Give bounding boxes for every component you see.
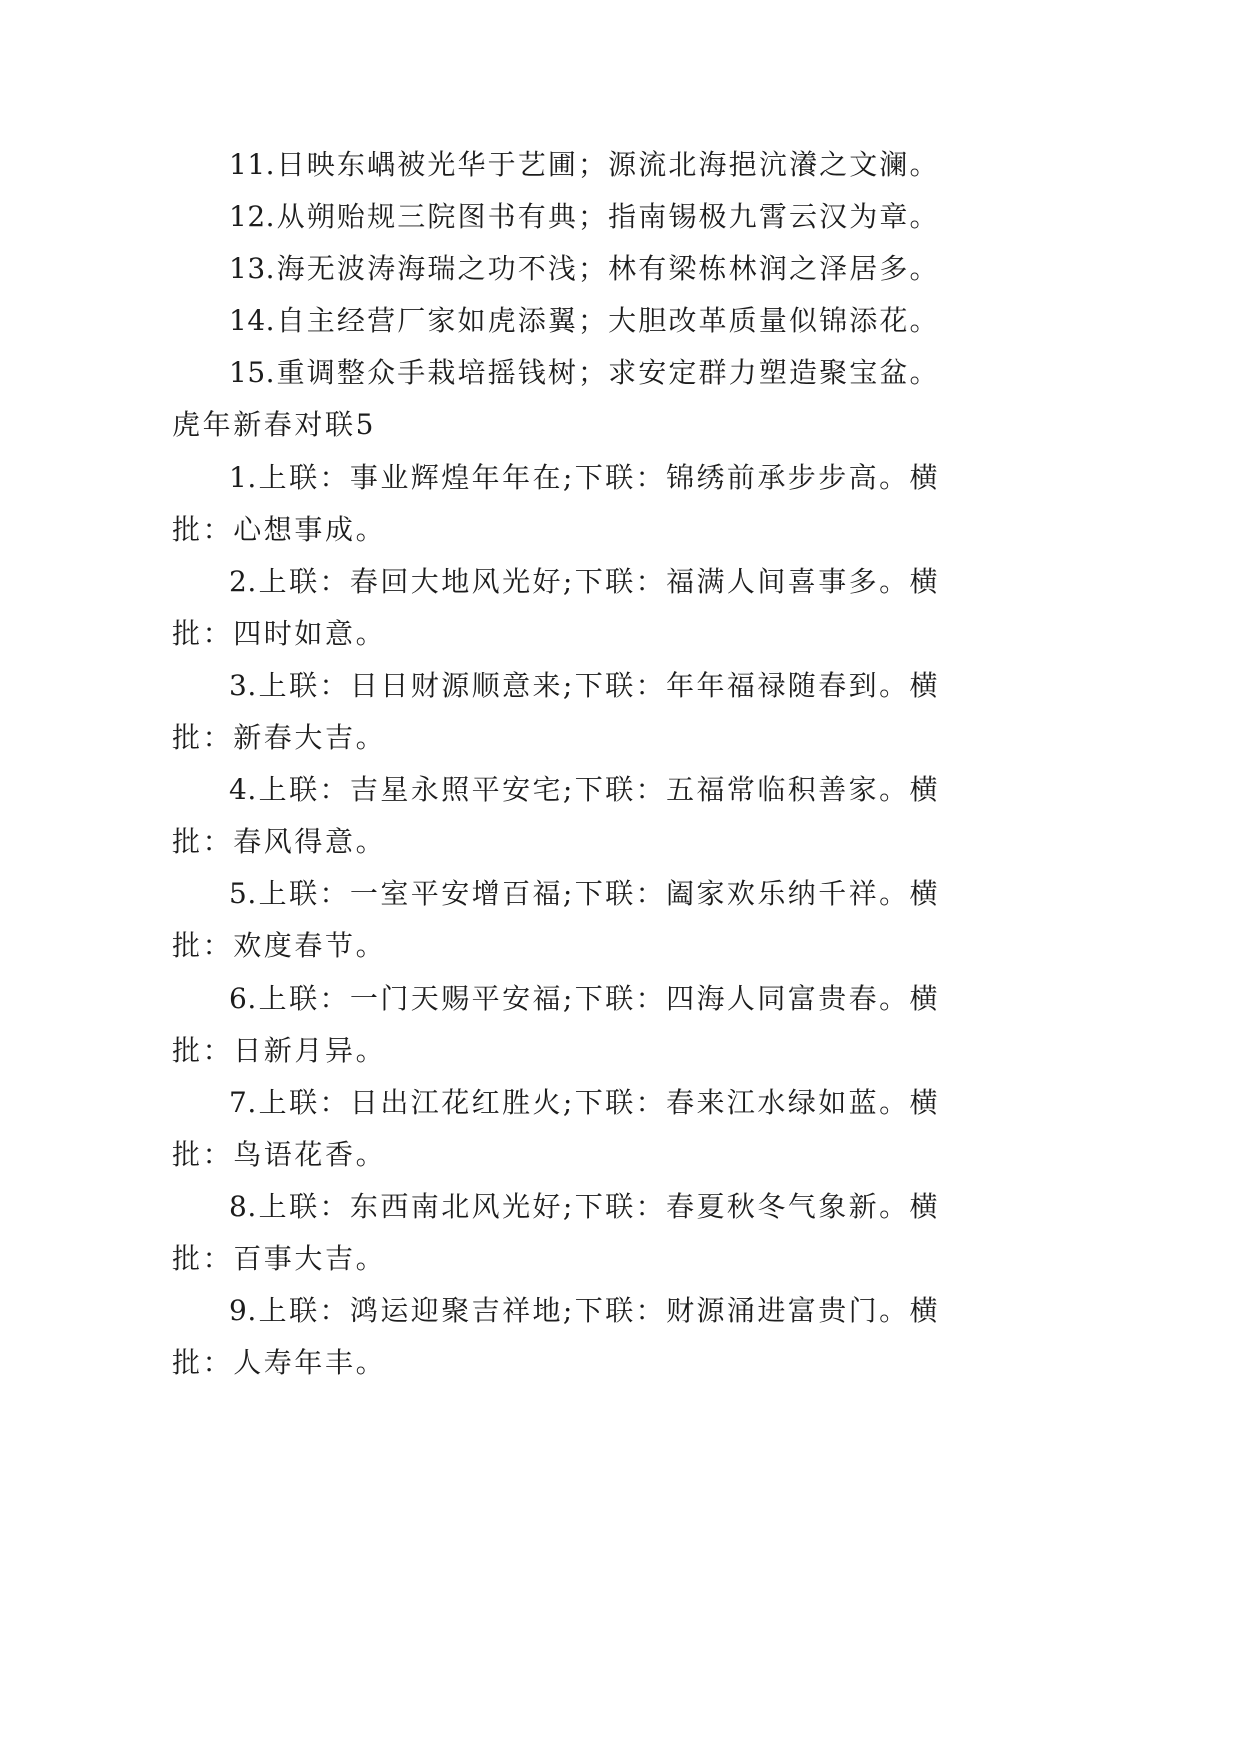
paragraph-line: 4.上联：吉星永照平安宅;下联：五福常临积善家。横: [229, 773, 938, 807]
list-line: 11.日映东嵎被光华于艺圃；源流北海挹沆瀁之文澜。: [229, 148, 938, 181]
list-item-11: [172, 139, 938, 191]
list-line: 14.自主经营厂家如虎添翼；大胆改革质量似锦添花。: [229, 304, 938, 338]
paragraph-line: 1.上联：事业辉煌年年在;下联：锦绣前承步步高。横: [229, 460, 938, 494]
list-item-13: [172, 243, 938, 295]
paragraph-line: 批：新春大吉。: [172, 721, 387, 755]
paragraph-line: 8.上联：东西南北风光好;下联：春夏秋冬气象新。横: [229, 1189, 938, 1223]
document-page: [172, 139, 938, 1389]
couplet-paragraph-9: [172, 1285, 938, 1389]
list-item-12: [172, 191, 938, 243]
paragraph-line: 2.上联：春回大地风光好;下联：福满人间喜事多。横: [229, 564, 938, 598]
couplet-paragraph-6: [172, 973, 938, 1077]
couplet-paragraph-8: [172, 1181, 938, 1285]
paragraph-line: 3.上联：日日财源顺意来;下联：年年福禄随春到。横: [229, 668, 938, 702]
paragraph-line: 批：四时如意。: [172, 616, 387, 650]
paragraph-line: 批：欢度春节。: [172, 929, 387, 963]
couplet-paragraph-2: [172, 556, 938, 660]
couplet-paragraph-4: [172, 764, 938, 868]
paragraph-line: 批：人寿年丰。: [172, 1346, 387, 1380]
paragraph-line: 5.上联：一室平安增百福;下联：阖家欢乐纳千祥。横: [229, 877, 938, 911]
paragraph-line: 批：心想事成。: [172, 512, 387, 546]
couplet-paragraph-7: [172, 1077, 938, 1181]
list-item-15: [172, 347, 938, 399]
paragraph-line: 7.上联：日出江花红胜火;下联：春来江水绿如蓝。横: [229, 1085, 938, 1119]
couplet-paragraph-5: [172, 868, 938, 972]
list-line: 13.海无波涛海瑞之功不浅；林有梁栋林润之泽居多。: [229, 252, 938, 286]
couplet-paragraph-3: [172, 660, 938, 764]
paragraph-line: 9.上联：鸿运迎聚吉祥地;下联：财源涌进富贵门。横: [229, 1294, 938, 1328]
paragraph-line: 批：百事大吉。: [172, 1241, 387, 1275]
list-item-14: [172, 295, 938, 347]
section-heading: 虎年新春对联5: [172, 408, 377, 442]
paragraph-line: 批：鸟语花香。: [172, 1137, 387, 1171]
list-line: 15.重调整众手栽培摇钱树；求安定群力塑造聚宝盆。: [229, 356, 938, 390]
list-line: 12.从朔贻规三院图书有典；指南锡极九霄云汉为章。: [229, 200, 938, 234]
paragraph-line: 6.上联：一门天赐平安福;下联：四海人同富贵春。横: [229, 981, 938, 1015]
paragraph-line: 批：春风得意。: [172, 825, 387, 859]
couplet-paragraph-1: [172, 452, 938, 556]
paragraph-line: 批：日新月异。: [172, 1033, 387, 1067]
